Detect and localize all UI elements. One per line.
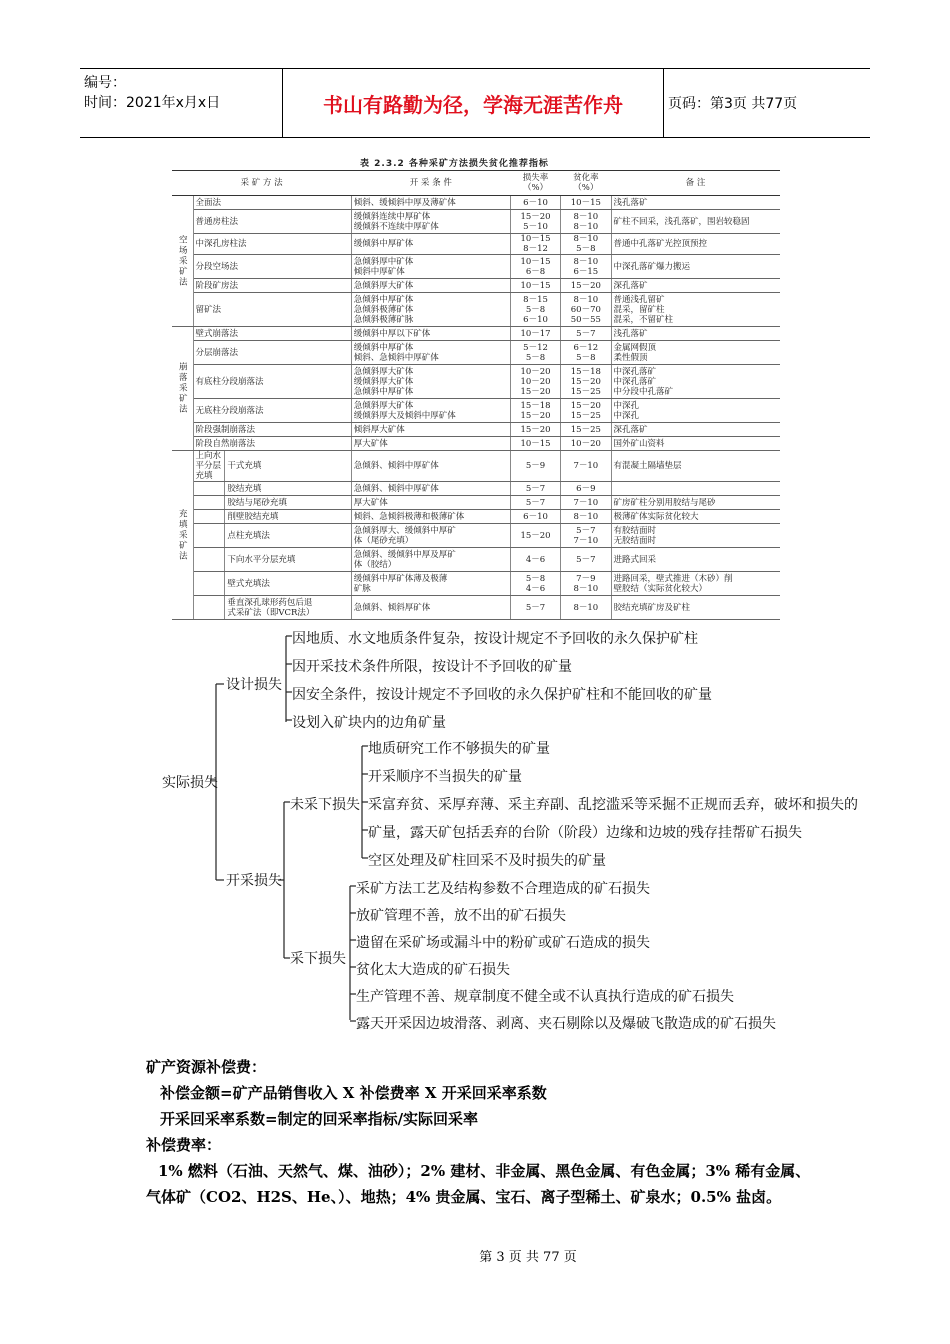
- table-row: [172, 482, 780, 496]
- table-header-row: [172, 171, 780, 196]
- loss-classification-tree: [150, 622, 870, 1042]
- table-group-label: 空场采矿法: [172, 196, 193, 327]
- table-row: [172, 234, 780, 255]
- table-cell-method: 中深孔房柱法: [193, 234, 351, 255]
- table-cell-loss: 15－20 5－10: [510, 210, 560, 234]
- tree-sub-mined-loss: 采下损失: [290, 951, 346, 967]
- table-cell-dilution: 15－18 15－20 15－25: [561, 365, 611, 399]
- table-cell-loss: 5－9: [510, 451, 560, 482]
- table-row: [172, 210, 780, 234]
- table-cell-dilution: 7－10: [561, 451, 611, 482]
- table-cell-loss: 15－20: [510, 423, 560, 437]
- table-cell-subgroup: [193, 496, 225, 510]
- section-title-compensation-fee: 矿产资源补偿费：: [146, 1058, 267, 1076]
- table-cell-note: 金属网假顶 柔性假顶: [611, 341, 780, 365]
- table-cell-dilution: 10－15: [561, 196, 611, 210]
- table-cell-method: 分段空场法: [193, 255, 351, 279]
- table-cell-dilution: 7－9 8－10: [561, 572, 611, 596]
- table-cell-method: 下向水平分层充填: [225, 548, 351, 572]
- table-row: [172, 524, 780, 548]
- table-row: [172, 255, 780, 279]
- table-cell-dilution: 8－10 8－10: [561, 210, 611, 234]
- table-cell-condition: 缓倾斜中厚以下矿体: [351, 327, 510, 341]
- table-cell-note: 中深孔 中深孔: [611, 399, 780, 423]
- table-cell-condition: 缓倾斜中厚矿体 倾斜、急倾斜中厚矿体: [351, 341, 510, 365]
- table-cell-method: 壁式崩落法: [193, 327, 351, 341]
- table-caption: 表 2.3.2 各种采矿方法损失贫化推荐指标: [360, 159, 549, 169]
- table-row: [172, 341, 780, 365]
- compensation-fee-section: [146, 1054, 816, 1210]
- table-cell-condition: 缓倾斜连续中厚矿体 缓倾斜不连续中厚矿体: [351, 210, 510, 234]
- table-cell-note: 普通中孔落矿光控顶预控: [611, 234, 780, 255]
- formula-compensation-amount: 补偿金额=矿产品销售收入 X 补偿费率 X 开采回采率系数: [160, 1084, 547, 1102]
- table-cell-dilution: 15－25: [561, 423, 611, 437]
- table-row: [172, 510, 780, 524]
- table-cell-note: 有混凝土隔墙垫层: [611, 451, 780, 482]
- doc-number-label: 编号：: [84, 75, 126, 91]
- table-cell-condition: 急倾斜厚中矿体 倾斜中厚矿体: [351, 255, 510, 279]
- table-cell-condition: 急倾斜、倾斜中厚矿体: [351, 451, 510, 482]
- table-row: [172, 423, 780, 437]
- table-cell-loss: 6－10: [510, 196, 560, 210]
- table-cell-note: 胶结充填矿房及矿柱: [611, 596, 780, 620]
- table-cell-dilution: 7－10: [561, 496, 611, 510]
- table-cell-note: 普通浅孔留矿 混采，留矿柱 混采，不留矿柱: [611, 293, 780, 327]
- header-motto: 书山有路勤为径，学海无涯苦作舟: [283, 69, 664, 137]
- tree-leaf: 因开采技术条件所限，按设计不予回收的矿量: [292, 659, 572, 675]
- table-cell-dilution: 8－10: [561, 596, 611, 620]
- table-row: [172, 572, 780, 596]
- table-cell-note: 浅孔落矿: [611, 196, 780, 210]
- table-cell-condition: 急倾斜中厚矿体 急倾斜极薄矿体 急倾斜极薄矿脉: [351, 293, 510, 327]
- table-cell-method: 有底柱分段崩落法: [193, 365, 351, 399]
- table-cell-subgroup: [193, 524, 225, 548]
- tree-leaf: 贫化太大造成的矿石损失: [356, 962, 510, 978]
- tree-leaf: 采矿方法工艺及结构参数不合理造成的矿石损失: [356, 881, 650, 897]
- table-header-method: 采 矿 方 法: [172, 171, 351, 196]
- table-cell-condition: 急倾斜厚大矿体: [351, 279, 510, 293]
- table-cell-method: 留矿法: [193, 293, 351, 327]
- table-cell-method: 削壁胶结充填: [225, 510, 351, 524]
- table-body: [172, 196, 780, 620]
- doc-time-label: 时间：2021年x月x日: [84, 95, 221, 111]
- table-cell-note: 中深孔落矿爆力搬运: [611, 255, 780, 279]
- table-cell-condition: 缓倾斜中厚矿体薄及极薄 矿脉: [351, 572, 510, 596]
- table-cell-note: 深孔落矿: [611, 279, 780, 293]
- table-cell-dilution: 5－7: [561, 548, 611, 572]
- table-cell-condition: 缓倾斜中厚矿体: [351, 234, 510, 255]
- table-cell-method: 垂直深孔球形药包后退 式采矿法（即VCR法）: [225, 596, 351, 620]
- table-cell-note: 有胶结面时 无胶结面时: [611, 524, 780, 548]
- table-cell-dilution: 8－10 60－70 50－55: [561, 293, 611, 327]
- table-cell-loss: 10－17: [510, 327, 560, 341]
- table-cell-condition: 倾斜厚大矿体: [351, 423, 510, 437]
- footer-page-number: 第 3 页 共 77 页: [479, 1250, 577, 1265]
- table-row: [172, 496, 780, 510]
- table-cell-loss: 5－8 4－6: [510, 572, 560, 596]
- table-row: [172, 293, 780, 327]
- table-cell-dilution: 6－9: [561, 482, 611, 496]
- table-cell-condition: 急倾斜厚大矿体 缓倾斜厚大及倾斜中厚矿体: [351, 399, 510, 423]
- table-cell-note: 深孔落矿: [611, 423, 780, 437]
- table-header-note: 备 注: [611, 171, 780, 196]
- table-cell-condition: 急倾斜厚大、缓倾斜中厚矿 体（尾砂充填）: [351, 524, 510, 548]
- table-cell-dilution: 15－20 15－25: [561, 399, 611, 423]
- table-cell-loss: 10－15 8－12: [510, 234, 560, 255]
- table-cell-note: 极薄矿体实际贫化较大: [611, 510, 780, 524]
- table-row: [172, 596, 780, 620]
- table-cell-method: 胶结充填: [225, 482, 351, 496]
- table-row: [172, 279, 780, 293]
- table-header-loss: 损失率 （%）: [510, 171, 560, 196]
- table-cell-subgroup: [193, 596, 225, 620]
- loss-dilution-table: [172, 170, 780, 620]
- table-cell-subgroup: 上向水平分层充填: [193, 451, 225, 482]
- table-cell-condition: 急倾斜厚大矿体 缓倾斜厚大矿体 急倾斜中厚矿体: [351, 365, 510, 399]
- table-cell-loss: 6－10: [510, 510, 560, 524]
- tree-leaf: 放矿管理不善，放不出的矿石损失: [356, 908, 566, 924]
- table-row: [172, 399, 780, 423]
- table-cell-dilution: 10－20: [561, 437, 611, 451]
- table-cell-dilution: 5－7: [561, 327, 611, 341]
- tree-root: 实际损失: [162, 775, 218, 791]
- table-cell-note: 进路式回采: [611, 548, 780, 572]
- table-cell-subgroup: [193, 510, 225, 524]
- table-header-dilution: 贫化率 （%）: [561, 171, 611, 196]
- tree-leaf: 因安全条件，按设计规定不予回收的永久保护矿柱和不能回收的矿量: [292, 687, 712, 703]
- tree-branch-design-loss: 设计损失: [226, 677, 282, 693]
- table-row: [172, 437, 780, 451]
- table-cell-dilution: 8－10 5－8: [561, 234, 611, 255]
- table-cell-dilution: 6－12 5－8: [561, 341, 611, 365]
- table-cell-loss: 5－7: [510, 496, 560, 510]
- table-cell-condition: 厚大矿体: [351, 437, 510, 451]
- section-title-fee-rate: 补偿费率：: [146, 1136, 222, 1154]
- tree-leaf: 因地质、水文地质条件复杂，按设计规定不予回收的永久保护矿柱: [292, 631, 698, 647]
- tree-leaf: 生产管理不善、规章制度不健全或不认真执行造成的矿石损失: [356, 989, 734, 1005]
- table-cell-loss: 10－15: [510, 279, 560, 293]
- fee-rate-paragraph: 1% 燃料（石油、天然气、煤、油砂）；2% 建材、非金属、黑色金属、有色金属；3% 稀有金属、气体矿（CO2、H2S、He、）、地热；4% 贵金属、宝石、离子型稀土、矿泉水；0.5% 盐卤。: [146, 1162, 811, 1206]
- table-cell-note: 浅孔落矿: [611, 327, 780, 341]
- table-cell-method: 阶段矿房法: [193, 279, 351, 293]
- header-meta: [80, 69, 283, 137]
- table-cell-note: 国外矿山资料: [611, 437, 780, 451]
- table-header-condition: 开 采 条 件: [351, 171, 510, 196]
- table-cell-loss: 15－18 15－20: [510, 399, 560, 423]
- table-cell-condition: 厚大矿体: [351, 496, 510, 510]
- table-cell-method: 壁式充填法: [225, 572, 351, 596]
- table-cell-dilution: 5－7 7－10: [561, 524, 611, 548]
- table-cell-loss: 15－20: [510, 524, 560, 548]
- table-cell-method: 无底柱分段崩落法: [193, 399, 351, 423]
- page-header: [80, 68, 870, 138]
- table-cell-loss: 10－20 10－20 15－20: [510, 365, 560, 399]
- table-cell-condition: 急倾斜、缓倾斜中厚及厚矿 体（胶结）: [351, 548, 510, 572]
- tree-leaf: 空区处理及矿柱回采不及时损失的矿量: [368, 853, 606, 869]
- table-cell-loss: 10－15: [510, 437, 560, 451]
- table-row: [172, 196, 780, 210]
- table-cell-method: 阶段自然崩落法: [193, 437, 351, 451]
- table-cell-subgroup: [193, 548, 225, 572]
- table-group-label: 充填采矿法: [172, 451, 193, 620]
- table-cell-note: 矿房矿柱分别用胶结与尾砂: [611, 496, 780, 510]
- table-group-label: 崩落采矿法: [172, 327, 193, 451]
- tree-leaf: 露天开采因边坡滑落、剥离、夹石剔除以及爆破飞散造成的矿石损失: [356, 1016, 776, 1032]
- table-cell-loss: 4－6: [510, 548, 560, 572]
- formula-recovery-coefficient: 开采回采率系数=制定的回采率指标/实际回采率: [160, 1110, 479, 1128]
- table-cell-dilution: 15－20: [561, 279, 611, 293]
- table-cell-condition: 倾斜、缓倾斜中厚及薄矿体: [351, 196, 510, 210]
- table-cell-method: 胶结与尾砂充填: [225, 496, 351, 510]
- table-row: [172, 365, 780, 399]
- table-cell-method: 干式充填: [225, 451, 351, 482]
- table-cell-dilution: 8－10 6－15: [561, 255, 611, 279]
- table-cell-subgroup: [193, 482, 225, 496]
- tree-leaf: 遗留在采矿场或漏斗中的粉矿或矿石造成的损失: [356, 935, 650, 951]
- tree-leaf: 地质研究工作不够损失的矿量: [368, 741, 550, 757]
- table-cell-note: 中深孔落矿 中深孔落矿 中分段中孔落矿: [611, 365, 780, 399]
- tree-branch-mining-loss: 开采损失: [226, 873, 282, 889]
- table-cell-note: [611, 482, 780, 496]
- table-cell-condition: 急倾斜、倾斜厚矿体: [351, 596, 510, 620]
- table-row: [172, 548, 780, 572]
- table-cell-dilution: 8－10: [561, 510, 611, 524]
- loss-dilution-table-image: [172, 156, 780, 618]
- tree-sub-unmined-loss: 未采下损失: [290, 797, 360, 813]
- table-cell-method: 全面法: [193, 196, 351, 210]
- page-footer: [0, 1246, 950, 1265]
- table-cell-method: 分层崩落法: [193, 341, 351, 365]
- tree-leaf: 采富弃贫、采厚弃薄、采主弃副、乱挖滥采等采掘不正规而丢弃，破坏和损失的: [368, 797, 858, 813]
- table-cell-note: 进路回采，壁式推进（木砂）削 壁胶结（实际贫化较大）: [611, 572, 780, 596]
- table-cell-condition: 倾斜、急倾斜极薄和极薄矿体: [351, 510, 510, 524]
- table-cell-loss: 5－7: [510, 596, 560, 620]
- table-row: [172, 451, 780, 482]
- table-cell-method: 阶段强制崩落法: [193, 423, 351, 437]
- header-page-info: 页码：第3页 共77页: [668, 96, 798, 112]
- table-cell-method: 点柱充填法: [225, 524, 351, 548]
- table-cell-method: 普通房柱法: [193, 210, 351, 234]
- tree-leaf: 矿量，露天矿包括丢弃的台阶（阶段）边缘和边坡的残存挂帮矿石损失: [368, 825, 802, 841]
- tree-leaf: 开采顺序不当损失的矿量: [368, 769, 522, 785]
- table-cell-loss: 8－15 5－8 6－10: [510, 293, 560, 327]
- table-cell-loss: 5－7: [510, 482, 560, 496]
- table-cell-condition: 急倾斜、倾斜中厚矿体: [351, 482, 510, 496]
- table-cell-loss: 10－15 6－8: [510, 255, 560, 279]
- table-cell-note: 矿柱不回采，浅孔落矿，围岩较稳固: [611, 210, 780, 234]
- tree-leaf: 设划入矿块内的边角矿量: [292, 715, 446, 731]
- table-cell-loss: 5－12 5－8: [510, 341, 560, 365]
- table-row: [172, 327, 780, 341]
- table-cell-subgroup: [193, 572, 225, 596]
